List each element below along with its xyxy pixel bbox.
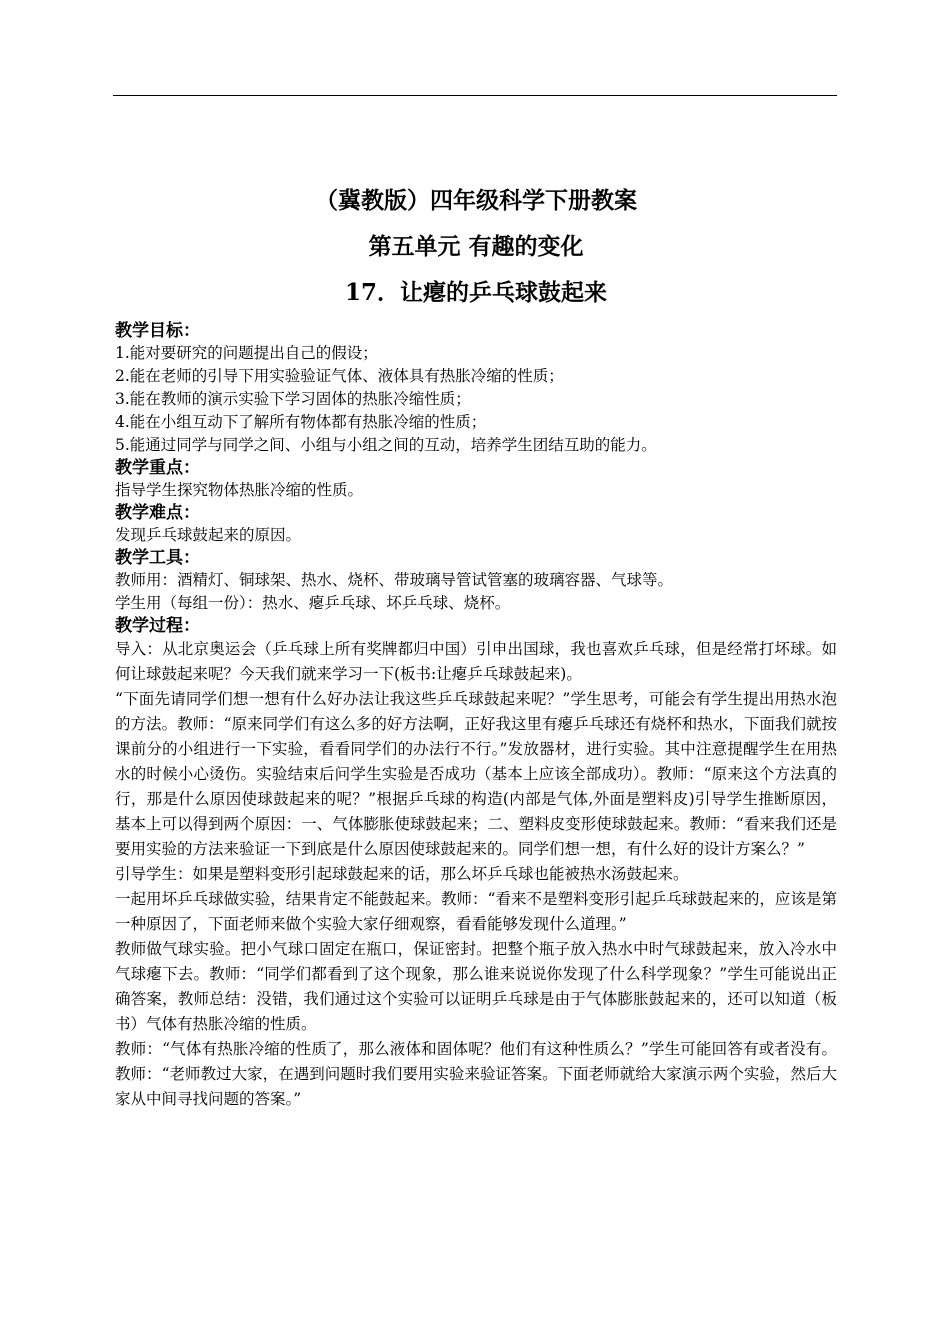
objective-item: 2.能在老师的引导下用实验验证气体、液体具有热胀冷缩的性质； bbox=[115, 367, 564, 385]
tools-teacher: 教师用：酒精灯、铜球架、热水、烧杯、带玻璃导管试管塞的玻璃容器、气球等。 bbox=[115, 571, 674, 589]
objectives-heading: 教学目标： bbox=[115, 321, 200, 341]
objective-item: 4.能在小组互动下了解所有物体都有热胀冷缩的性质； bbox=[115, 413, 487, 431]
process-heading: 教学过程： bbox=[115, 616, 200, 636]
objective-item: 3.能在教师的演示实验下学习固体的热胀冷缩性质； bbox=[115, 390, 471, 408]
process-paragraph: 引导学生：如果是塑料变形引起球鼓起来的话，那么坏乒乓球也能被热水汤鼓起来。 bbox=[115, 865, 689, 883]
tools-heading: 教学工具： bbox=[115, 548, 200, 568]
process-section bbox=[115, 615, 837, 1112]
process-paragraph: 一起用坏乒乓球做实验，结果肯定不能鼓起来。教师：“看来不是塑料变形引起乒乓球鼓起来的，应该是第一种原因了，下面老师来做个实验大家仔细观察，看看能够发现什么道理。” bbox=[115, 890, 837, 933]
process-paragraph: 教师：“气体有热胀冷缩的性质了，那么液体和固体呢？他们有这种性质么？”学生可能回答有或者没有。教师：“老师教过大家，在遇到问题时我们要用实验来验证答案。下面老师就给大家演示两个实验，然后大家从中间寻找问题的答案。” bbox=[115, 1040, 837, 1108]
difficulties-heading: 教学难点： bbox=[115, 503, 200, 523]
objective-item: 1.能对要研究的问题提出自己的假设； bbox=[115, 344, 378, 362]
unit-title: 第五单元 有趣的变化 bbox=[368, 233, 584, 260]
objectives-section bbox=[115, 320, 837, 457]
difficulties-text: 发现乒乓球鼓起来的原因。 bbox=[115, 526, 302, 544]
process-paragraph: 导入：从北京奥运会（乒乓球上所有奖牌都归中国）引申出国球，我也喜欢乒乓球，但是经常打坏球。如何让球鼓起来呢？今天我们就来学习一下(板书:让瘪乒乓球鼓起来)。 bbox=[115, 640, 837, 683]
tools-section bbox=[115, 547, 837, 615]
process-paragraph: 教师做气球实验。把小气球口固定在瓶口，保证密封。把整个瓶子放入热水中时气球鼓起来，放入冷水中气球瘪下去。教师：“同学们都看到了这个现象，那么谁来说说你发现了什么科学现象？”学生可能说出正确答案，教师总结：没错，我们通过这个实验可以证明乒乓球是由于气体膨胀鼓起来的，还可以知道（板书）气体有热胀冷缩的性质。 bbox=[115, 940, 837, 1033]
objective-item: 5.能通过同学与同学之间、小组与小组之间的互动，培养学生团结互助的能力。 bbox=[115, 436, 657, 454]
header-rule bbox=[113, 95, 837, 96]
document-body bbox=[115, 182, 837, 1112]
key-points-heading: 教学重点： bbox=[115, 458, 200, 478]
key-points-text: 指导学生探究物体热胀冷缩的性质。 bbox=[115, 481, 364, 499]
difficulties-section bbox=[115, 502, 837, 547]
document-title: （冀教版）四年级科学下册教案 bbox=[315, 187, 637, 214]
process-paragraph: “下面先请同学们想一想有什么好办法让我这些乒乓球鼓起来呢？”学生思考，可能会有学生提出用热水泡的方法。教师：“原来同学们有这么多的好方法啊，正好我这里有瘪乒乓球还有烧杯和热水，下面我们就按课前分的小组进行一下实验，看看同学们的办法行不行。”发放器材，进行实验。其中注意提醒学生在用热水的时候小心烫伤。实验结束后问学生实验是否成功（基本上应该全部成功）。教师：“原来这个方法真的行，那是什么原因使球鼓起来的呢？”根据乒乓球的构造(内部是气体,外面是塑料皮)引导学生推断原因，基本上可以得到两个原因：一、气体膨胀使球鼓起来；二、塑料皮变形使球鼓起来。教师：“看来我们还是要用实验的方法来验证一下到底是什么原因使球鼓起来的。同学们想一想，有什么好的设计方案么？” bbox=[115, 690, 837, 858]
lesson-title: 17．让瘪的乒乓球鼓起来 bbox=[344, 279, 607, 306]
tools-student: 学生用（每组一份）：热水、瘪乒乓球、坏乒乓球、烧杯。 bbox=[115, 594, 511, 612]
key-points-section bbox=[115, 457, 837, 502]
